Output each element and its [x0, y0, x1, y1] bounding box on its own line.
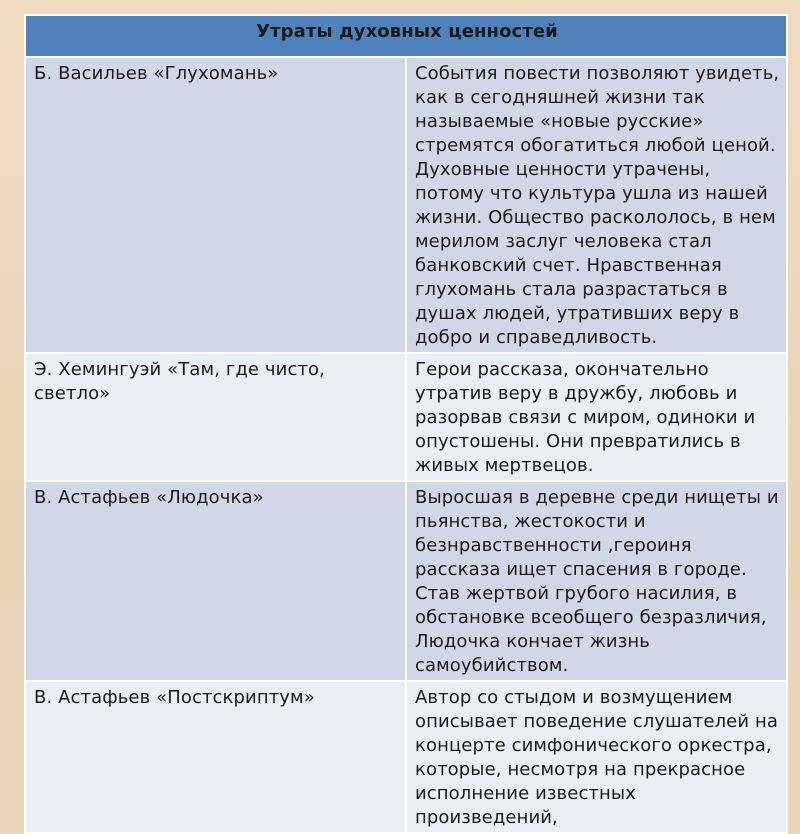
table-row: [25, 57, 787, 353]
description-cell: Автор со стыдом и возмущением описывает поведение слушателей на концерте симфонического оркестра, которые, несмотря на прекрасное исполнение известных произведений,: [406, 681, 787, 833]
table-row: [25, 353, 787, 481]
values-table: [24, 14, 788, 834]
table-title: Утраты духовных ценностей: [25, 15, 787, 57]
author-cell: Б. Васильев «Глухомань»: [25, 57, 406, 353]
author-cell: Э. Хемингуэй «Там, где чисто, светло»: [25, 353, 406, 481]
table-row: [25, 681, 787, 833]
description-cell: События повести позволяют увидеть, как в сегодняшней жизни так называемые «новые русские» стремятся обогатиться любой ценой. Духовные ценности утрачены, потому что культура ушла из нашей жизни. Общество раскололось, в нем мерилом заслуг человека стал банковский счет. Нравственная глухомань стала разрастаться в душах людей, утративших веру в добро и справедливость.: [406, 57, 787, 353]
author-cell: В. Астафьев «Людочка»: [25, 481, 406, 681]
description-cell: Герои рассказа, окончательно утратив веру в дружбу, любовь и разорвав связи с миром, одиноки и опустошены. Они превратились в живых мертвецов.: [406, 353, 787, 481]
table-row: [25, 481, 787, 681]
author-cell: В. Астафьев «Постскриптум»: [25, 681, 406, 833]
description-cell: Выросшая в деревне среди нищеты и пьянства, жестокости и безнравственности ,героиня рассказа ищет спасения в городе. Став жертвой грубого насилия, в обстановке всеобщего безразличия, Людочка кончает жизнь самоубийством.: [406, 481, 787, 681]
table-header-row: [25, 15, 787, 57]
